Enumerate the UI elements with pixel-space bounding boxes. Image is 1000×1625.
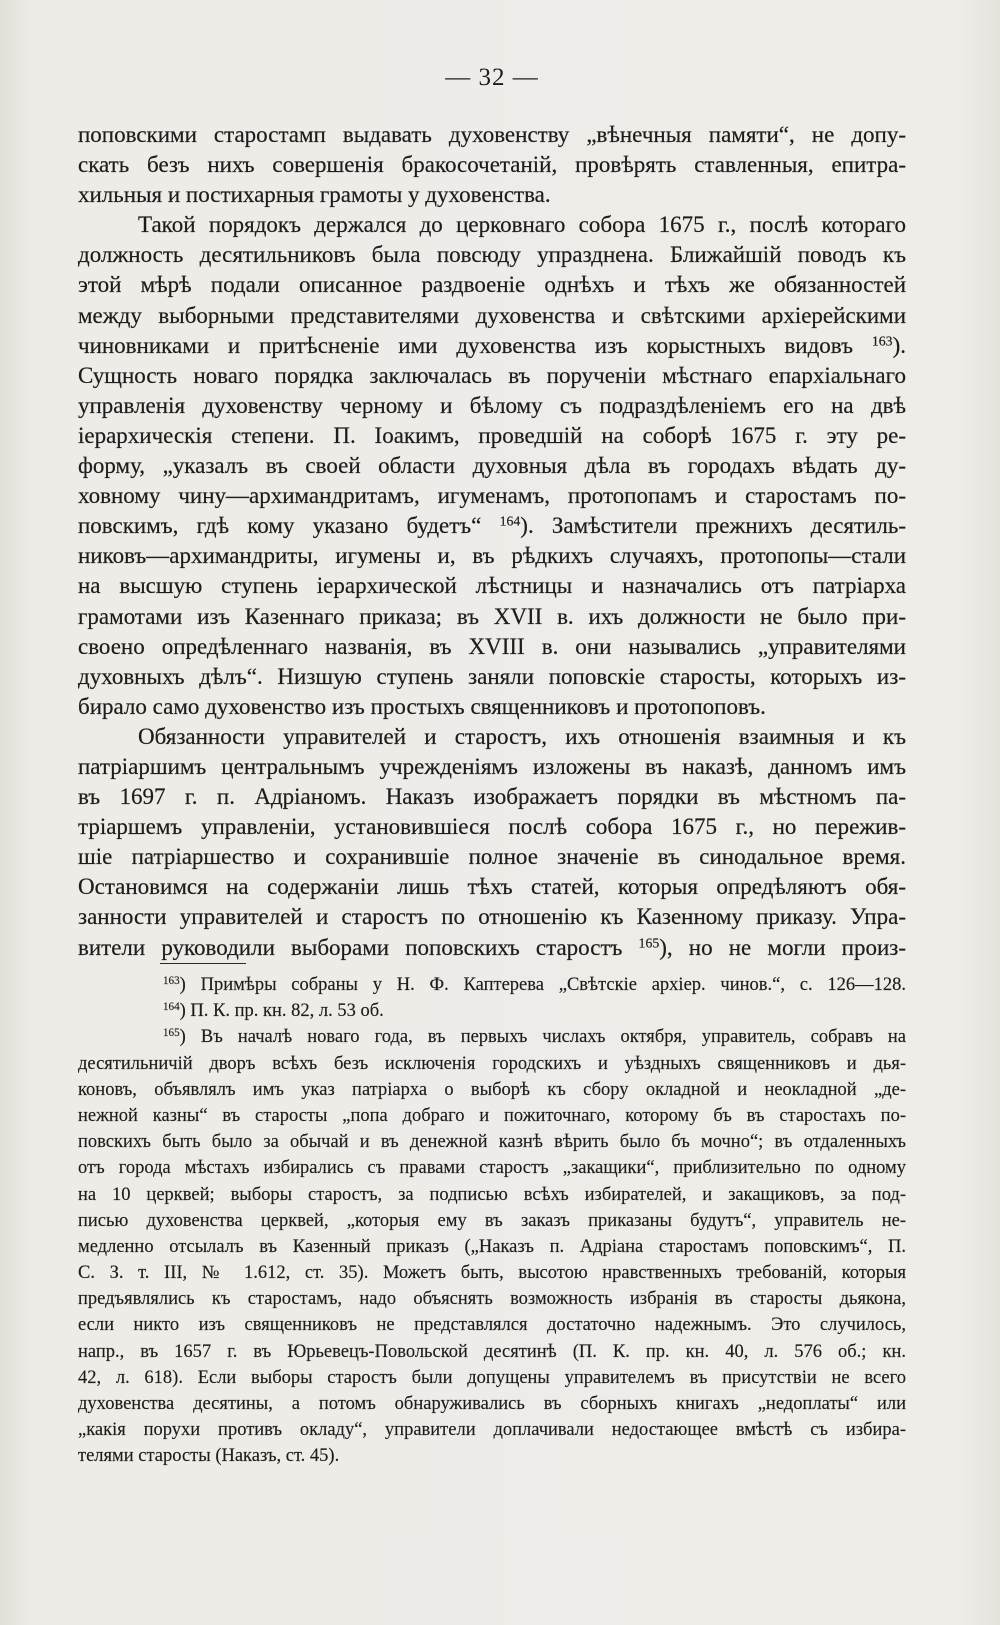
text-segment: чиновниками и притѣсненіе ими духовенства изъ корыстныхъ видовъ bbox=[78, 332, 872, 358]
text-line: Сущность новаго порядка заключалась въ порученіи мѣстнаго епархіальнаго bbox=[78, 362, 906, 388]
footnote-ref: 164 bbox=[499, 513, 521, 529]
text-line: бирало само духовенство изъ простыхъ священниковъ и протопоповъ. bbox=[78, 693, 766, 719]
paragraph-2 bbox=[78, 210, 906, 722]
footnote-line: телями старосты (Наказъ, ст. 45). bbox=[78, 1446, 340, 1467]
text-line: патріаршимъ центральнымъ учрежденіямъ изложены въ наказѣ, данномъ имъ bbox=[78, 753, 906, 779]
text-line: шіе патріаршество и сохранившіе полное значеніе въ синодальное время. bbox=[78, 844, 906, 870]
footnote-line: десятильничій дворъ всѣхъ безъ исключенія городскихъ и уѣздныхъ священниковъ и дья- bbox=[78, 1053, 906, 1074]
main-text bbox=[78, 120, 906, 963]
text-line: поповскими старостамп выдавать духовенству „вѣнечныя памяти“, не допу- bbox=[78, 122, 906, 147]
footnote-163 bbox=[78, 972, 906, 998]
page-number: — 32 — bbox=[445, 64, 539, 91]
footnote-ref: 165 bbox=[638, 934, 660, 950]
text-line: Остановимся на содержаніи лишь тѣхъ статей, которыя опредѣляютъ обя- bbox=[78, 874, 906, 900]
text-line: Такой порядокъ держался до церковнаго собора 1675 г., послѣ котораго bbox=[138, 212, 906, 238]
footnote-line: писью духовенства церквей, „которыя ему въ заказъ приказаны будутъ“, управитель не- bbox=[78, 1210, 906, 1231]
footnote-line: „какія порухи противъ окладу“, управители доплачивали недостающее вмѣстѣ съ избира- bbox=[78, 1420, 906, 1441]
footnote-number: 165 bbox=[163, 1027, 180, 1040]
text-line bbox=[78, 511, 906, 541]
text-line: тріаршемъ управленіи, установившіеся послѣ собора 1675 г., но пережив- bbox=[78, 814, 906, 840]
text-line: іерархическія степени. П. Іоакимъ, проведшій на соборѣ 1675 г. эту ре- bbox=[78, 422, 906, 448]
footnote-164 bbox=[78, 998, 906, 1024]
footnote-line: если никто изъ священниковъ не представлялся достаточно надежнымъ. Это случилось, bbox=[78, 1315, 906, 1336]
footnote-line bbox=[78, 998, 906, 1024]
text-line: ховному чину—архимандритамъ, игуменамъ, протопопамъ и старостамъ по- bbox=[78, 483, 906, 509]
footnote-line bbox=[78, 972, 906, 998]
footnote-line: повскихъ быть было за обычай и въ денежной казнѣ вѣрить было бъ мочно“; въ отдаленныхъ bbox=[78, 1132, 906, 1153]
text-line: духовныхъ дѣлъ“. Низшую ступень заняли поповскіе старосты, которыхъ из- bbox=[78, 663, 906, 689]
text-segment: ). Замѣстители прежнихъ десятиль- bbox=[520, 513, 906, 539]
text-line: управленія духовенству черному и бѣлому съ подраздѣленіемъ его на двѣ bbox=[78, 392, 906, 418]
text-line: никовъ—архимандриты, игумены и, въ рѣдкихъ случаяхъ, протопопы—стали bbox=[78, 543, 906, 569]
footnote-line: духовенства десятины, а потомъ обнаруживались въ сборныхъ книгахъ „недоплаты“ или bbox=[78, 1394, 906, 1414]
text-line: Обязанности управителей и старостъ, ихъ отношенія взаимныя и къ bbox=[138, 723, 906, 749]
footnote-line: напр., въ 1657 г. въ Юрьевецъ-Повольской десятинѣ (П. К. пр. кн. 40, л. 576 об.; кн. bbox=[78, 1341, 906, 1362]
footnote-line: нежной казны“ въ старосты „попа добраго и пожиточнаго, которому бъ въ старостахъ по- bbox=[78, 1105, 906, 1126]
footnote-line: коновъ, объявлялъ имъ указ патріарха о выборѣ къ сбору окладной и неокладной „де- bbox=[78, 1079, 906, 1100]
text-line: этой мѣрѣ подали описанное раздвоеніе однѣхъ и тѣхъ же обязанностей bbox=[78, 272, 906, 298]
footnote-line: 42, л. 618). Если выборы старостъ были допущены управителемъ въ присутствіи не всего bbox=[78, 1367, 906, 1388]
text-line: форму, „указалъ въ своей области духовныя дѣла въ городахъ вѣдать ду- bbox=[78, 453, 906, 479]
paragraph-1 bbox=[78, 120, 906, 210]
text-segment: повскимъ, гдѣ кому указано будетъ“ bbox=[78, 513, 500, 539]
footnote-text: ) Примѣры собраны у Н. Ф. Каптерева „Свѣтскіе архіер. чинов.“, с. 126—128. bbox=[179, 975, 906, 995]
footnote-text: ) Въ началѣ новаго года, въ первыхъ числахъ октября, управитель, собравъ на bbox=[179, 1027, 906, 1048]
footnote-separator bbox=[160, 963, 246, 964]
text-line: своено опредѣленнаго названія, въ XVIII в. они назывались „управителями bbox=[78, 633, 906, 659]
text-line: между выборными представителями духовенства и свѣтскими архіерейскими bbox=[78, 302, 906, 328]
text-line: занности управителей и старостъ по отношенію къ Казенному приказу. Упра- bbox=[78, 904, 906, 930]
text-line: скать безъ нихъ совершенія бракосочетаній, провѣрять ставленныя, епитра- bbox=[78, 152, 906, 178]
footnote-line bbox=[78, 1024, 906, 1050]
text-line: должность десятильниковъ была повсюду упразднена. Ближайшій поводъ къ bbox=[78, 242, 906, 268]
footnote-number: 164 bbox=[163, 1001, 180, 1014]
text-line: хильныя и постихарныя грамоты у духовенства. bbox=[78, 182, 551, 208]
text-segment: ). bbox=[892, 332, 906, 358]
text-line: на высшую ступень іерархической лѣстницы и назначались отъ патріарха bbox=[78, 573, 906, 599]
footnote-line: предъявлялись къ старостамъ, надо объяснять возможность избранія въ старосты дьякона, bbox=[78, 1289, 906, 1310]
footnote-number: 163 bbox=[163, 974, 180, 987]
text-segment: ), но не могли произ- bbox=[659, 934, 906, 960]
footnote-line: медленно отсылалъ въ Казенный приказъ („Наказъ п. Адріана старостамъ поповскимъ“, П. bbox=[78, 1236, 906, 1257]
text-line bbox=[78, 331, 906, 361]
paragraph-3 bbox=[78, 722, 906, 963]
footnote-ref: 163 bbox=[871, 333, 893, 349]
text-line: въ 1697 г. п. Адріаномъ. Наказъ изображаетъ порядки въ мѣстномъ па- bbox=[78, 784, 906, 810]
footnote-line: на 10 церквей; выборы старостъ, за подписью всѣхъ избирателей, и закащиковъ, за под- bbox=[78, 1184, 906, 1205]
footnote-line: отъ города мѣстахъ избирались съ правами старостъ „закащики“, приблизительно по одному bbox=[78, 1158, 906, 1179]
footnote-165 bbox=[78, 1024, 906, 1469]
text-line: грамотами изъ Казеннаго приказа; въ XVII в. ихъ должности не было при- bbox=[78, 603, 906, 629]
footnote-line: С. З. т. III, № 1.612, ст. 35). Можетъ быть, высотою нравственныхъ требованій, которыя bbox=[78, 1263, 906, 1284]
footnotes bbox=[78, 972, 906, 1470]
text-line bbox=[78, 933, 906, 963]
footnote-text: ) П. К. пр. кн. 82, л. 53 об. bbox=[179, 1001, 384, 1022]
text-segment: вители руководили выборами поповскихъ старостъ bbox=[78, 934, 639, 960]
